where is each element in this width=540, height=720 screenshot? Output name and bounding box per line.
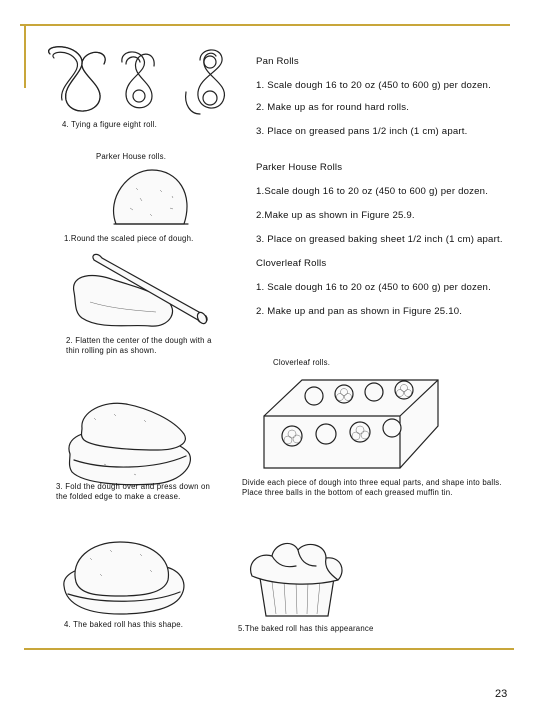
pan-rolls-step-3: 3. Place on greased pans 1/2 inch (1 cm) apart. — [256, 126, 468, 137]
caption-flatten: 2. Flatten the center of the dough with a thin rolling pin as shown. — [66, 336, 212, 355]
cloverleaf-step-2: 2. Make up and pan as shown in Figure 25.10. — [256, 306, 463, 317]
page-number: 23 — [495, 688, 508, 700]
parker-house-step-1: 1.Scale dough 16 to 20 oz (450 to 600 g) per dozen. — [256, 186, 489, 197]
caption-fold: 3. Fold the dough over and press down on the folded edge to make a crease. — [56, 482, 211, 501]
cloverleaf-step-1: 1. Scale dough 16 to 20 oz (450 to 600 g) per dozen. — [256, 282, 491, 293]
cloverleaf-title: Cloverleaf Rolls — [256, 258, 327, 269]
baked-cloverleaf-roll-illustration — [246, 536, 348, 620]
caption-round-dough: 1.Round the scaled piece of dough. — [64, 234, 194, 243]
rolling-pin-illustration — [70, 252, 210, 332]
accent-vertical-rule — [24, 24, 26, 88]
caption-divide: Divide each piece of dough into three equal parts, and shape into balls. Place three balls in the bottom of each greased muffin tin. — [242, 478, 502, 497]
pan-rolls-step-2: 2. Make up as for round hard rolls. — [256, 102, 410, 113]
caption-parker-house: Parker House rolls. — [96, 152, 167, 161]
parker-house-step-2: 2.Make up as shown in Figure 25.9. — [256, 210, 415, 221]
caption-cloverleaf: Cloverleaf rolls. — [273, 358, 331, 367]
bottom-rule — [24, 648, 514, 650]
figure-eight-roll-illustration — [40, 42, 240, 120]
caption-figure-eight: 4. Tying a figure eight roll. — [62, 120, 157, 129]
pan-rolls-title: Pan Rolls — [256, 56, 299, 67]
parker-house-title: Parker House Rolls — [256, 162, 343, 173]
round-dough-illustration — [110, 168, 192, 234]
muffin-tin-illustration — [262, 376, 440, 472]
top-rule — [20, 24, 510, 26]
pan-rolls-step-1: 1. Scale dough 16 to 20 oz (450 to 600 g) per dozen. — [256, 80, 491, 91]
folded-dough-illustration — [64, 398, 194, 488]
caption-baked-parker: 4. The baked roll has this shape. — [64, 620, 184, 629]
parker-house-step-3: 3. Place on greased baking sheet 1/2 inch (1 cm) apart. — [256, 234, 503, 245]
baked-parker-roll-illustration — [60, 538, 188, 618]
caption-baked-cloverleaf: 5.The baked roll has this appearance — [238, 624, 374, 633]
